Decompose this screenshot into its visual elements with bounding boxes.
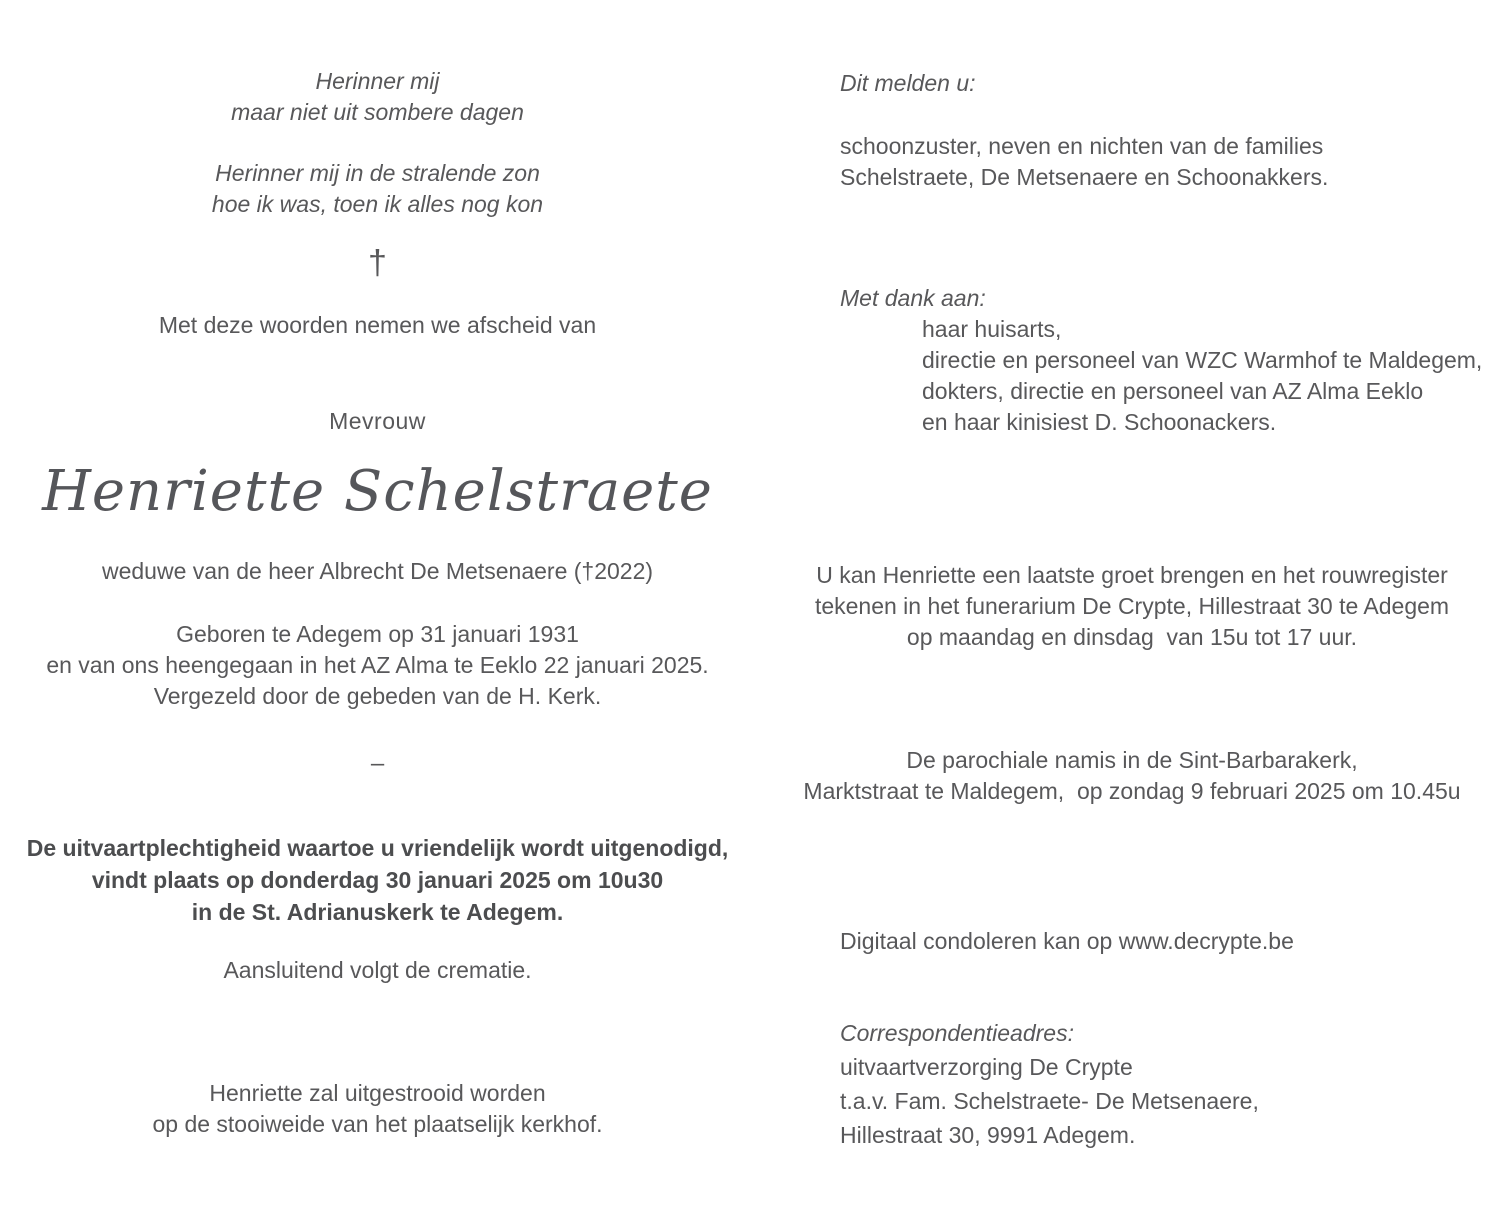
- text-line: Digitaal condoleren kan op www.decrypte.be: [840, 928, 1294, 954]
- text-line: De uitvaartplechtigheid waartoe u vriendelijk wordt uitgenodigd,: [26, 835, 729, 861]
- text-line: Schelstraete, De Metsenaere en Schoonakkers.: [840, 164, 1329, 190]
- salutation: [0, 406, 755, 437]
- correspondence-label: Correspondentieadres:: [840, 1020, 1074, 1046]
- text-line: De parochiale namis in de Sint-Barbarakerk,: [906, 747, 1358, 773]
- poem-stanza-1: [0, 66, 755, 128]
- text-line: Hillestraat 30, 9991 Adegem.: [840, 1122, 1136, 1148]
- text-line: Met dank aan:: [840, 285, 986, 311]
- text-line: en van ons heengegaan in het AZ Alma te Eeklo 22 januari 2025.: [46, 652, 709, 678]
- deceased-name: [0, 452, 755, 532]
- text-line: Geboren te Adegem op 31 januari 1931: [176, 621, 579, 647]
- text-line: tekenen in het funerarium De Crypte, Hillestraat 30 te Adegem: [814, 593, 1450, 619]
- text-line: U kan Henriette een laatste groet brengen en het rouwregister: [816, 562, 1448, 588]
- text-line: in de St. Adrianuskerk te Adegem.: [191, 899, 564, 925]
- visitation-info: [755, 560, 1509, 653]
- thanks-list: [755, 314, 1509, 438]
- cross-icon: †: [368, 244, 387, 282]
- poem-line: maar niet uit sombere dagen: [231, 99, 524, 125]
- poem-line: Herinner mij in de stralende zon: [215, 160, 540, 186]
- text-line: haar huisarts,: [922, 316, 1062, 342]
- text-line: Aansluitend volgt de crematie.: [223, 957, 532, 983]
- text-line: Vergezeld door de gebeden van de H. Kerk.: [153, 683, 602, 709]
- text-line: directie en personeel van WZC Warmhof te Maldegem,: [922, 347, 1483, 373]
- text-line: dokters, directie en personeel van AZ Alma Eeklo: [922, 378, 1424, 404]
- correspondence-address: [755, 1016, 1509, 1152]
- divider-dash: –: [370, 750, 385, 777]
- text-line: weduwe van de heer Albrecht De Metsenaere (†2022): [101, 558, 654, 584]
- text-line: op de stooiweide van het plaatselijk kerkhof.: [152, 1111, 603, 1137]
- text-line: vindt plaats op donderdag 30 januari 2025 om 10u30: [91, 867, 664, 893]
- text-line: Dit melden u:: [840, 70, 976, 96]
- right-column: [755, 0, 1509, 1214]
- digital-condolences: [755, 926, 1509, 957]
- poem-stanza-2: [0, 158, 755, 220]
- text-line: uitvaartverzorging De Crypte: [840, 1054, 1133, 1080]
- text-line: Mevrouw: [329, 408, 426, 434]
- text-line: t.a.v. Fam. Schelstraete- De Metsenaere,: [840, 1088, 1259, 1114]
- name-line: Henriette Schelstraete: [42, 459, 713, 524]
- text-line: schoonzuster, neven en nichten van de families: [840, 133, 1324, 159]
- text-line: op maandag en dinsdag van 15u tot 17 uur.: [906, 624, 1358, 650]
- announcers: [755, 131, 1509, 193]
- text-line: Henriette zal uitgestrooid worden: [209, 1080, 546, 1106]
- announcers-label: [755, 68, 1509, 99]
- thanks-label: [755, 283, 1509, 314]
- poem-line: hoe ik was, toen ik alles nog kon: [211, 191, 544, 217]
- widow-line: [0, 556, 755, 587]
- text-line: en haar kinisiest D. Schoonackers.: [922, 409, 1277, 435]
- parish-mass-info: [755, 745, 1509, 807]
- text-line: Marktstraat te Maldegem, op zondag 9 februari 2025 om 10.45u: [803, 778, 1461, 804]
- life-dates: [0, 619, 755, 712]
- poem-line: Herinner mij: [315, 68, 440, 94]
- scattering-note: [0, 1078, 755, 1140]
- farewell-intro: [0, 310, 755, 341]
- text-line: Met deze woorden nemen we afscheid van: [158, 312, 597, 338]
- ceremony-announcement: [0, 832, 755, 928]
- cremation-note: [0, 955, 755, 986]
